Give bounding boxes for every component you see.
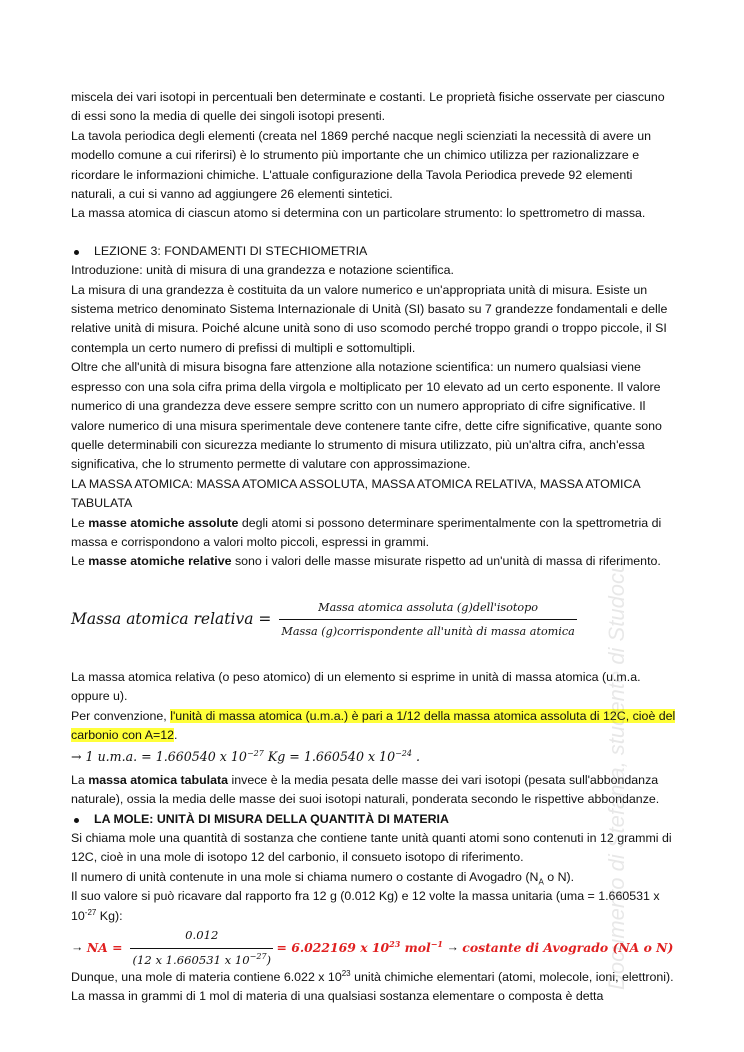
bullet-icon	[74, 818, 79, 823]
lesson-heading: LEZIONE 3: FONDAMENTI DI STECHIOMETRIA	[71, 242, 676, 261]
formula-relative-mass: Massa atomica relativa = $\frac{\text{Massa atomica assoluta (g)dell'isotopo}}{\text{Massa (g)corrispondente all'unità di massa atomica}}$	[71, 598, 676, 642]
paragraph-mole-definition: Si chiama mole una quantità di sostanza che contiene tante unità quanti atomi sono contenuti in 12 grammi di 12C, cioè in una mole di isotopo 12 del carbonio, il consueto isotopo di riferimento.	[71, 831, 672, 865]
paragraph-introduction: Introduzione: unità di misura di una grandezza e notazione scientifica.	[71, 263, 454, 278]
document-body	[71, 88, 676, 1007]
paragraph-convention: Per convenzione, l'unità di massa atomica (u.m.a.) è pari a 1/12 della massa atomica assoluta di 12C, cioè del carbonio con A=12.	[71, 708, 676, 742]
paragraph-tabulated-mass: La massa atomica tabulata invece è la media pesata delle masse dei vari isotopi (pesata sull'abbondanza naturale), ossia la media delle masse dei suoi isotopi naturali, ponderata secondo le rispettive abbondanze.	[71, 772, 660, 807]
mole-heading: LA MOLE: UNITÀ DI MISURA DELLA QUANTITÀ DI MATERIA	[71, 810, 676, 829]
bullet-icon	[74, 250, 79, 255]
paragraph-avogadro-number: Il numero di unità contenute in una mole si chiama numero o costante di Avogadro ($N_A$ o N).	[71, 869, 575, 887]
paragraph-uma: La massa atomica relativa (o peso atomico) di un elemento si esprime in unità di massa atomica (u.m.a. oppure u).	[71, 669, 641, 704]
paragraph-avogadro-value: Il suo valore si può ricavare dal rapporto fra 12 g (0.012 Kg) e 12 volte la massa unitaria (uma = 1.660531 x $10^{-27}$ Kg):	[71, 889, 660, 923]
formula-uma: → 1 u.m.a. = 1.660540 x $10^{-27}$ Kg = 1.660540 x $10^{-24}$ .	[71, 749, 420, 765]
paragraph-mole-conclusion: Dunque, una mole di materia contiene 6.022 x $10^{23}$ unità chimiche elementari (atomi, molecole, ioni, elettroni). La massa in grammi di 1 mol di materia di una qualsiasi sostanza elementare o composta è detta	[71, 968, 674, 1004]
paragraph-scientific-notation: Oltre che all'unità di misura bisogna fare attenzione alla notazione scientifica: un numero qualsiasi viene espresso con una sola cifra prima della virgola e moltiplicato per 10 elevato ad un certo esponente. Il valore numerico di una grandezza deve essere sempre scritto con un numero appropriato di cifre significative. Il valore numerico di una misura sperimentale deve contenere tante cifre, dette cifre significative, quante sono quelle determinabili con sicurezza mediante lo strumento di misura utilizzato, più un'altra cifra, anch'essa significativa, che lo strumento permette di valutare con approssimazione.	[71, 360, 662, 472]
paragraph-relative-mass: Le masse atomiche relative sono i valori delle masse misurate rispetto ad un'unità di massa di riferimento.	[71, 554, 661, 569]
paragraph-absolute-mass: Le masse atomiche assolute degli atomi si possono determinare sperimentalmente con la spettrometria di massa e corrispondono a valori molto piccoli, espressi in grammi.	[71, 515, 662, 549]
watermark: Documento di Stefania, studente di Studocu	[604, 560, 629, 990]
fraction: $\frac{0.012}{(12 x 1.660531 x 10^{-27})}$	[132, 928, 272, 967]
paragraph-isotopes: miscela dei vari isotopi in percentuali ben determinate e costanti. Le proprietà fisiche osservate per ciascuno di essi sono la media di quelle dei singoli isotopi presenti.	[71, 90, 665, 124]
section-title-atomic-mass: LA MASSA ATOMICA: MASSA ATOMICA ASSOLUTA, MASSA ATOMICA RELATIVA, MASSA ATOMICA TABULATA	[71, 476, 640, 511]
highlighted-text: l'unità di massa atomica (u.m.a.) è pari a 1/12 della massa atomica assoluta di 12C, cioè del carbonio con A=12	[71, 708, 676, 742]
paragraph-mass-spectrometer: La massa atomica di ciascun atomo si determina con un particolare strumento: lo spettrometro di massa.	[71, 206, 646, 221]
formula-avogadro: → NA = $\frac{0.012}{(12 x 1.660531 x 10^{-27})}$ = 6.022169 x $10^{23}$ mol$^{-1}$ → costante di Avogrado (NA o N)	[71, 928, 676, 968]
paragraph-periodic-table: La tavola periodica degli elementi (creata nel 1869 perché nacque negli scienziati la necessità di avere un modello comune a cui riferirsi) è lo strumento più importante che un chimico utilizza per razionalizzare e ricordare le informazioni chimiche. L'attuale configurazione della Tavola Periodica prevede 92 elementi naturali, a cui si vanno ad aggiungere 26 elementi sintetici.	[71, 128, 651, 202]
paragraph-measure: La misura di una grandezza è costituita da un valore numerico e un'appropriata unità di misura. Esiste un sistema metrico denominato Sistema Internazionale di Unità (SI) basato su 7 grandezze fondamentali e delle relative unità di misura. Poiché alcune unità sono di uso scomodo perché troppo grandi o troppo piccole, il SI contempla un certo numero di prefissi di multipli e sottomultipli.	[71, 282, 668, 355]
fraction: $\frac{\text{Massa atomica assoluta (g)dell'isotopo}}{\text{Massa (g)corrispondente all'unità di massa atomica}}$	[281, 600, 575, 639]
avogadro-result: = 6.022169 x $10^{23}$ mol$^{-1}$	[276, 939, 443, 956]
